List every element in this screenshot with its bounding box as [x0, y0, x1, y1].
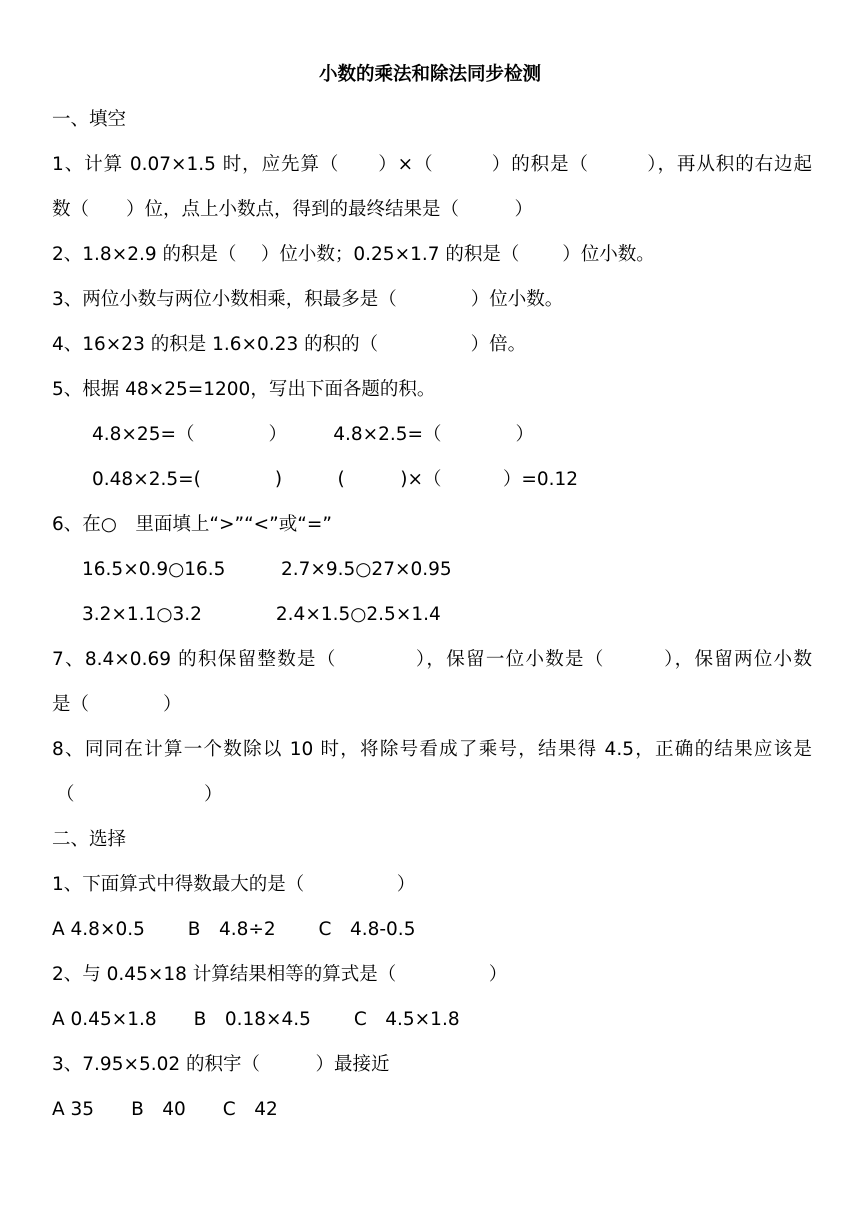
- choice-question-1-options: A 4.8×0.5 B 4.8÷2 C 4.8-0.5: [52, 919, 416, 940]
- question-7-line-2: 是（ ）: [52, 694, 182, 715]
- question-4: 4、16×23 的积是 1.6×0.23 的积的（ ）倍。: [52, 334, 527, 355]
- question-6-stem: 6、在○ 里面填上“>”“<”或“=”: [52, 514, 332, 535]
- page-title: 小数的乘法和除法同步检测: [318, 64, 541, 85]
- question-5-stem: 5、根据 48×25=1200，写出下面各题的积。: [52, 379, 436, 400]
- question-6-row-2: 3.2×1.1○3.2 2.4×1.5○2.5×1.4: [82, 604, 441, 625]
- question-3: 3、两位小数与两位小数相乘，积最多是（ ）位小数。: [52, 289, 564, 310]
- question-1-line-1: 1、计算 0.07×1.5 时，应先算（ ）×（ ）的积是（ ），再从积的右边起: [52, 154, 812, 175]
- section-heading-multiple-choice: 二、选择: [52, 829, 127, 850]
- question-5-row-1: 4.8×25=（ ） 4.8×2.5=（ ）: [92, 424, 535, 445]
- choice-question-2-stem: 2、与 0.45×18 计算结果相等的算式是（ ）: [52, 964, 508, 985]
- choice-question-1-stem: 1、下面算式中得数最大的是（ ）: [52, 874, 416, 895]
- question-2: 2、1.8×2.9 的积是（ ）位小数；0.25×1.7 的积是（ ）位小数。: [52, 244, 655, 265]
- question-5-row-2: 0.48×2.5=( ) ( )×（ ）=0.12: [92, 469, 579, 490]
- section-heading-fill-blank: 一、填空: [52, 109, 127, 130]
- question-8-line-1: 8、同同在计算一个数除以 10 时，将除号看成了乘号，结果得 4.5，正确的结果应该是: [52, 739, 812, 760]
- question-1-line-2: 数（ ）位，点上小数点，得到的最终结果是（ ）: [52, 199, 534, 220]
- question-7-line-1: 7、8.4×0.69 的积保留整数是（ ），保留一位小数是（ ），保留两位小数: [52, 649, 812, 670]
- choice-question-2-options: A 0.45×1.8 B 0.18×4.5 C 4.5×1.8: [52, 1009, 460, 1030]
- question-6-row-1: 16.5×0.9○16.5 2.7×9.5○27×0.95: [82, 559, 452, 580]
- question-8-line-2: （ ）: [56, 784, 223, 805]
- choice-question-3-options: A 35 B 40 C 42: [52, 1099, 278, 1120]
- choice-question-3-stem: 3、7.95×5.02 的积宇（ ）最接近: [52, 1054, 390, 1075]
